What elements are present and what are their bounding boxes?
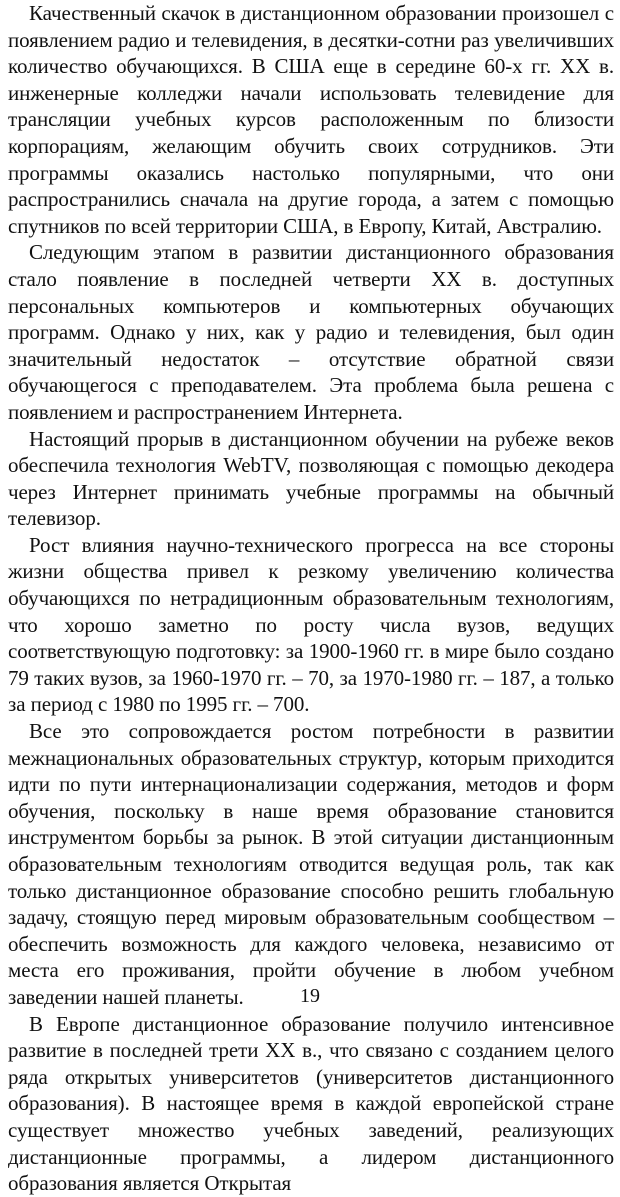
page-number: 19 bbox=[300, 985, 320, 1007]
paragraph-radio-tv: Качественный скачок в дистанционном образовании произошел с появлением радио и телевидения, в десятки-сотни раз увеличивших количество обучающихся. В США еще в середине 60-х гг. XX в. инженерные колледжи начали использовать телевидение для трансляции учебных курсов расположенным по близости корпорациям, желающим обучить своих сотрудников. Эти программы оказались настолько популярными, что они распространились сначала на другие города, а затем с помощью спутников по всей территории США, в Европу, Китай, Австралию. bbox=[8, 1, 614, 238]
paragraph-webtv: Настоящий прорыв в дистанционном обучении на рубеже веков обеспечила технология WebTV, позволяющая с помощью декодера через Интернет принимать учебные программы на обычный телевизор. bbox=[8, 426, 614, 531]
paragraph-growth-statistics: Рост влияния научно-технического прогресса на все стороны жизни общества привел к резкому увеличению количества обучающихся по нетрадиционным образовательным технологиям, что хорошо заметно по росту числа вузов, ведущих соответствующую подготовку: за 1900-1960 гг. в мире было создано 79 таких вузов, за 1960-1970 гг. – 70, за 1970-1980 гг. – 187, а только за период с 1980 по 1995 гг. – 700. bbox=[8, 532, 614, 717]
page-body bbox=[8, 0, 614, 1197]
paragraph-europe: В Европе дистанционное образование получило интенсивное развитие в последней трети XX в., что связано с созданием целого ряда открытых университетов (университетов дистанционного образования). В настоящее время в каждой европейской стране существует множество учебных заведений, реализующих дистанционные программы, а лидером дистанционного образования является Открытая bbox=[8, 1011, 614, 1196]
paragraph-international-structures: Все это сопровождается ростом потребности в развитии межнациональных образовательных структур, которым приходится идти по пути интернационализации содержания, методов и форм обучения, поскольку в наше время образование становится инструментом борьбы за рынок. В этой ситуации дистанционным образовательным технологиям отводится ведущая роль, так как только дистанционное образование способно решить глобальную задачу, стоящую перед мировым образовательным сообществом – обеспечить возможность для каждого человека, независимо от места его проживания, пройти обучение в любом учебном заведении нашей планеты. bbox=[8, 719, 614, 1009]
paragraph-personal-computers: Следующим этапом в развитии дистанционного образования стало появление в последней четверти XX в. доступных персональных компьютеров и компьютерных обучающих программ. Однако у них, как у радио и телевидения, был один значительный недостаток – отсутствие обратной связи обучающегося с преподавателем. Эта проблема была решена с появлением и распространением Интернета. bbox=[8, 240, 614, 424]
